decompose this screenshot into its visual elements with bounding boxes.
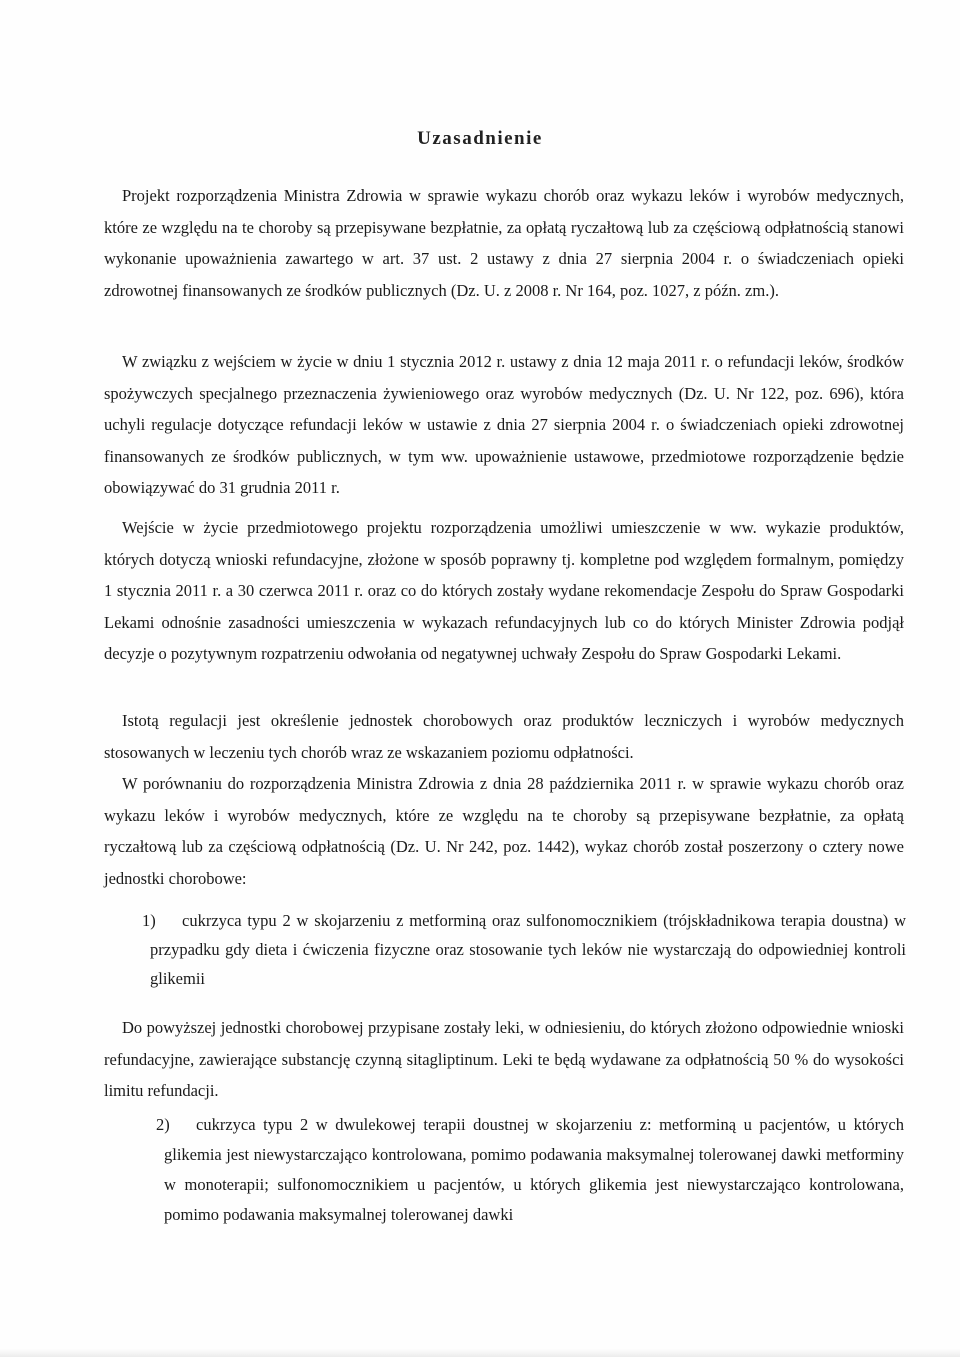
- paragraph-entry-into-force: Wejście w życie przedmiotowego projektu rozporządzenia umożliwi umieszczenie w ww. wykazie produktów, których dotyczą wnioski refundacyjne, złożone w sposób poprawny tj. kompletne pod względem formalnym, pomiędzy 1 stycznia 2011 r. a 30 czerwca 2011 r. oraz co do których zostały wydane rekomendacje Zespołu do Spraw Gospodarki Lekami odnośnie zasadności umieszczenia w wykazach refundacyjnych lub co do których Minister Zdrowia podjął decyzje o pozytywnym rozpatrzeniu odwołania od negatywnej uchwały Zespołu do Spraw Gospodarki Lekami.: [104, 518, 904, 663]
- paragraph-comparison: W porównaniu do rozporządzenia Ministra Zdrowia z dnia 28 października 2011 r. w sprawie wykazu chorób oraz wykazu leków i wyrobów medycznych, które ze względu na te choroby są przepisywane bezpłatnie, za opłatą ryczałtową lub za częściową odpłatnością (Dz. U. Nr 242, poz. 1442), wykaz chorób został poszerzony o cztery nowe jednostki chorobowe:: [104, 774, 904, 888]
- list-item-1: [142, 906, 906, 993]
- list-item-number: 2): [156, 1115, 170, 1134]
- paragraph-refund-act: W związku z wejściem w życie w dniu 1 stycznia 2012 r. ustawy z dnia 12 maja 2011 r. o refundacji leków, środków spożywczych specjalnego przeznaczenia żywieniowego oraz wyrobów medycznych (Dz. U. Nr 122, poz. 696), która uchyli regulacje dotyczące refundacji leków w ustawie z dnia 27 sierpnia 2004 r. o świadczeniach opieki zdrowotnej finansowanych ze środków publicznych, w tym ww. upoważnienie ustawowe, przedmiotowe rozporządzenie będzie obowiązywać do 31 grudnia 2011 r.: [104, 352, 904, 497]
- paragraph-after-item-1: Do powyższej jednostki chorobowej przypisane zostały leki, w odniesieniu, do których złożono odpowiednie wnioski refundacyjne, zawierające substancję czynną sitagliptinum. Leki te będą wydawane za odpłatnością 50 % do wysokości limitu refundacji.: [104, 1018, 904, 1100]
- paragraph-legal-basis: Projekt rozporządzenia Ministra Zdrowia w sprawie wykazu chorób oraz wykazu leków i wyrobów medycznych, które ze względu na te choroby są przepisywane bezpłatnie, za opłatą ryczałtową lub za częściową odpłatnością stanowi wykonanie upoważnienia zawartego w art. 37 ust. 2 ustawy z dnia 27 sierpnia 2004 r. o świadczeniach opieki zdrowotnej finansowanych ze środków publicznych (Dz. U. z 2008 r. Nr 164, poz. 1027, z późn. zm.).: [104, 186, 904, 300]
- list-item-number: 1): [142, 911, 156, 930]
- paragraph-essence: Istotą regulacji jest określenie jednostek chorobowych oraz produktów leczniczych i wyrobów medycznych stosowanych w leczeniu tych chorób wraz ze wskazaniem poziomu odpłatności.: [104, 711, 904, 762]
- list-item-text: cukrzyca typu 2 w dwulekowej terapii doustnej w skojarzeniu z: metforminą u pacjentów, u których glikemia jest niewystarczająco kontrolowana, pomimo podawania maksymalnej tolerowanej dawki metforminy w monoterapii; sulfonomocznikiem u pacjentów, u których glikemia jest niewystarczająco kontrolowana, pomimo podawania maksymalnej tolerowanej dawki: [164, 1115, 904, 1224]
- scan-bottom-edge: [0, 1348, 960, 1357]
- document-title: Uzasadnienie: [417, 128, 543, 149]
- list-item-text: cukrzyca typu 2 w skojarzeniu z metforminą oraz sulfonomocznikiem (trójskładnikowa terapia doustna) w przypadku gdy dieta i ćwiczenia fizyczne oraz stosowanie tych leków nie wystarczają do odpowiedniej kontroli glikemii: [150, 911, 906, 988]
- list-item-2: [156, 1110, 904, 1230]
